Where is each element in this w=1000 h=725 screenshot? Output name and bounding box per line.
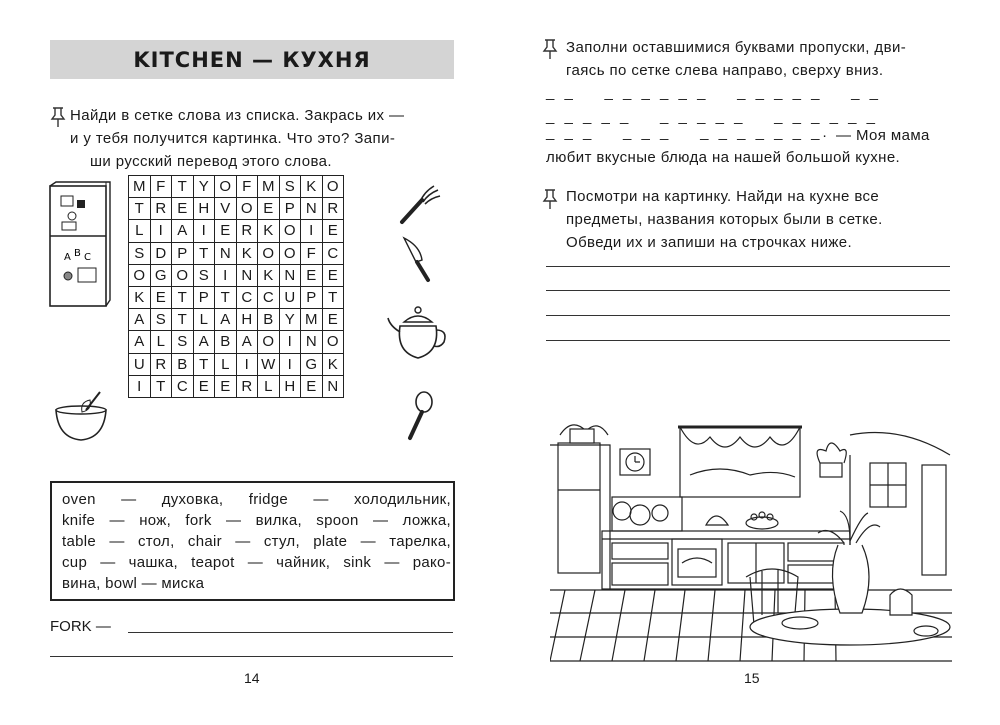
grid-cell[interactable]: G <box>301 353 323 375</box>
grid-cell[interactable]: E <box>322 220 344 242</box>
answer-line[interactable] <box>128 632 453 633</box>
task-2-instructions <box>566 36 956 82</box>
grid-cell[interactable]: L <box>258 375 280 397</box>
grid-cell[interactable]: O <box>172 264 194 286</box>
grid-cell[interactable]: K <box>258 220 280 242</box>
task-2-line: гаясь по сетке слева направо, сверху вниз. <box>566 62 884 79</box>
grid-row <box>129 309 344 331</box>
grid-cell[interactable]: S <box>279 176 301 198</box>
grid-cell[interactable]: M <box>129 176 151 198</box>
grid-cell[interactable]: R <box>322 198 344 220</box>
grid-cell[interactable]: I <box>193 220 215 242</box>
grid-cell[interactable]: O <box>215 176 237 198</box>
page-title: KITCHEN — КУХНЯ <box>133 47 371 72</box>
grid-cell[interactable]: O <box>258 242 280 264</box>
answer-line[interactable] <box>546 266 950 267</box>
fill-in-blanks-row[interactable]: _ _ _ _ _ _ _ _ _ _ _ _ _ _ _ <box>546 84 881 101</box>
vocabulary-box <box>50 481 455 601</box>
grid-cell[interactable]: C <box>172 375 194 397</box>
grid-row <box>129 198 344 220</box>
grid-cell[interactable]: A <box>193 331 215 353</box>
grid-cell[interactable]: O <box>279 220 301 242</box>
page-number: 15 <box>744 670 760 686</box>
grid-cell[interactable]: R <box>236 220 258 242</box>
grid-cell[interactable]: F <box>150 176 172 198</box>
svg-text:B: B <box>74 248 81 259</box>
spoon-icon <box>402 390 436 442</box>
sentence-line: любит вкусные блюда на нашей большой кухне. <box>546 149 901 166</box>
grid-row <box>129 242 344 264</box>
grid-cell[interactable]: K <box>236 242 258 264</box>
grid-cell[interactable]: I <box>279 331 301 353</box>
grid-cell[interactable]: C <box>322 242 344 264</box>
grid-cell[interactable]: T <box>193 353 215 375</box>
grid-cell[interactable]: L <box>129 220 151 242</box>
fill-in-blanks-row[interactable]: _ _ _ _ _ _ _ _ _ _ _ _ _ _ _ _ <box>546 108 878 125</box>
grid-cell[interactable]: N <box>279 264 301 286</box>
svg-text:A: A <box>64 252 71 263</box>
grid-row <box>129 353 344 375</box>
answer-label: FORK — <box>50 618 111 635</box>
grid-cell[interactable]: E <box>215 375 237 397</box>
grid-cell[interactable]: Y <box>279 309 301 331</box>
grid-cell[interactable]: I <box>279 353 301 375</box>
grid-cell[interactable]: Y <box>193 176 215 198</box>
pushpin-icon <box>542 188 558 210</box>
grid-cell[interactable]: T <box>150 375 172 397</box>
grid-row <box>129 286 344 308</box>
answer-line[interactable] <box>546 315 950 316</box>
grid-cell[interactable]: E <box>215 220 237 242</box>
task-1-line: ши русский перевод этого слова. <box>90 153 332 170</box>
grid-cell[interactable]: N <box>301 198 323 220</box>
grid-cell[interactable]: T <box>193 242 215 264</box>
grid-cell[interactable]: O <box>279 242 301 264</box>
grid-cell[interactable]: P <box>193 286 215 308</box>
answer-line[interactable] <box>50 656 453 657</box>
grid-cell[interactable]: R <box>150 353 172 375</box>
vocab-line: cup — чашка, teapot — чайник, sink — рако- <box>62 554 451 571</box>
grid-row <box>129 176 344 198</box>
grid-cell[interactable]: P <box>172 242 194 264</box>
grid-cell[interactable]: I <box>215 264 237 286</box>
grid-cell[interactable]: D <box>150 242 172 264</box>
grid-cell[interactable]: V <box>215 198 237 220</box>
sentence-end: — Моя мама <box>836 127 930 144</box>
fill-in-blanks-row[interactable]: _ _ _ _ _ _ _ _ _ _ _ _ _. <box>546 124 830 141</box>
grid-cell[interactable]: E <box>193 375 215 397</box>
task-3-line: Посмотри на картинку. Найди на кухне все <box>566 188 880 205</box>
grid-cell[interactable]: M <box>258 176 280 198</box>
grid-cell[interactable]: E <box>301 375 323 397</box>
grid-cell[interactable]: M <box>301 309 323 331</box>
grid-cell[interactable]: E <box>301 264 323 286</box>
task-3-line: предметы, названия которых были в сетке. <box>566 211 883 228</box>
grid-cell[interactable]: T <box>172 176 194 198</box>
word-search-grid <box>128 175 344 398</box>
knife-icon <box>400 236 434 284</box>
grid-cell[interactable]: G <box>150 264 172 286</box>
grid-cell[interactable]: C <box>236 286 258 308</box>
grid-cell[interactable]: A <box>236 331 258 353</box>
grid-row <box>129 331 344 353</box>
svg-text:C: C <box>84 252 91 263</box>
grid-cell[interactable]: E <box>322 264 344 286</box>
grid-cell[interactable]: K <box>301 176 323 198</box>
grid-cell[interactable]: W <box>258 353 280 375</box>
grid-cell[interactable]: L <box>215 353 237 375</box>
grid-cell[interactable]: K <box>129 286 151 308</box>
task-3-instructions <box>566 185 956 254</box>
grid-cell[interactable]: B <box>258 309 280 331</box>
grid-cell[interactable]: P <box>301 286 323 308</box>
grid-cell[interactable]: S <box>150 309 172 331</box>
grid-cell[interactable]: S <box>172 331 194 353</box>
grid-cell[interactable]: L <box>150 331 172 353</box>
grid-cell[interactable]: I <box>236 353 258 375</box>
grid-cell[interactable]: O <box>236 198 258 220</box>
grid-cell[interactable]: O <box>322 176 344 198</box>
vocab-line: вина, bowl — миска <box>62 575 205 592</box>
grid-cell[interactable]: C <box>258 286 280 308</box>
grid-cell[interactable]: T <box>322 286 344 308</box>
grid-cell[interactable]: K <box>322 353 344 375</box>
grid-cell[interactable]: N <box>236 264 258 286</box>
grid-cell[interactable]: I <box>150 220 172 242</box>
grid-cell[interactable]: B <box>215 331 237 353</box>
grid-cell[interactable]: R <box>236 375 258 397</box>
grid-cell[interactable]: T <box>129 198 151 220</box>
vocab-line: oven — духовка, fridge — холодильник, <box>62 491 451 508</box>
grid-cell[interactable]: L <box>193 309 215 331</box>
grid-cell[interactable]: S <box>193 264 215 286</box>
grid-cell[interactable]: N <box>301 331 323 353</box>
teapot-icon <box>386 302 452 364</box>
grid-cell[interactable]: U <box>129 353 151 375</box>
grid-cell[interactable]: A <box>129 331 151 353</box>
task-2-line: Заполни оставшимися буквами пропуски, дви- <box>566 39 907 56</box>
grid-cell[interactable]: H <box>193 198 215 220</box>
grid-cell[interactable]: A <box>129 309 151 331</box>
grid-row <box>129 220 344 242</box>
grid-cell[interactable]: F <box>236 176 258 198</box>
task-1-line: Найди в сетке слова из списка. Закрась их — <box>70 107 405 124</box>
grid-cell[interactable]: U <box>279 286 301 308</box>
grid-row <box>129 264 344 286</box>
grid-cell[interactable]: E <box>322 309 344 331</box>
grid-cell[interactable]: H <box>236 309 258 331</box>
grid-cell[interactable]: I <box>129 375 151 397</box>
grid-cell[interactable]: T <box>172 309 194 331</box>
grid-cell[interactable]: O <box>129 264 151 286</box>
grid-cell[interactable]: E <box>172 198 194 220</box>
grid-cell[interactable]: A <box>215 309 237 331</box>
grid-cell[interactable]: P <box>279 198 301 220</box>
grid-cell[interactable]: H <box>279 375 301 397</box>
grid-cell[interactable]: T <box>215 286 237 308</box>
grid-cell[interactable]: I <box>301 220 323 242</box>
grid-cell[interactable]: S <box>129 242 151 264</box>
page-number: 14 <box>244 670 260 686</box>
vocab-line: knife — нож, fork — вилка, spoon — ложка, <box>62 512 451 529</box>
pushpin-icon <box>50 106 66 128</box>
task-1-line: и у тебя получится картинка. Что это? Запи- <box>70 130 396 147</box>
grid-cell[interactable]: E <box>258 198 280 220</box>
answer-line[interactable] <box>546 290 950 291</box>
task-3-line: Обведи их и запиши на строчках ниже. <box>566 234 853 251</box>
task-1-instructions <box>70 104 460 173</box>
grid-cell[interactable]: E <box>150 286 172 308</box>
title-bar <box>50 40 454 79</box>
grid-cell[interactable]: A <box>172 220 194 242</box>
grid-row <box>129 375 344 397</box>
grid-cell[interactable]: K <box>258 264 280 286</box>
grid-cell[interactable]: R <box>150 198 172 220</box>
grid-cell[interactable]: B <box>172 353 194 375</box>
grid-cell[interactable]: N <box>322 375 344 397</box>
vocab-line: table — стол, chair — стул, plate — тарелка, <box>62 533 451 550</box>
kitchen-scene-illustration <box>550 415 952 663</box>
pushpin-icon <box>542 38 558 60</box>
grid-cell[interactable]: F <box>301 242 323 264</box>
fridge-icon <box>44 180 112 310</box>
answer-line[interactable] <box>546 340 950 341</box>
fork-icon <box>396 180 442 228</box>
grid-cell[interactable]: O <box>258 331 280 353</box>
grid-cell[interactable]: O <box>322 331 344 353</box>
grid-cell[interactable]: T <box>172 286 194 308</box>
grid-cell[interactable]: N <box>215 242 237 264</box>
whisk-bowl-icon <box>52 388 110 444</box>
